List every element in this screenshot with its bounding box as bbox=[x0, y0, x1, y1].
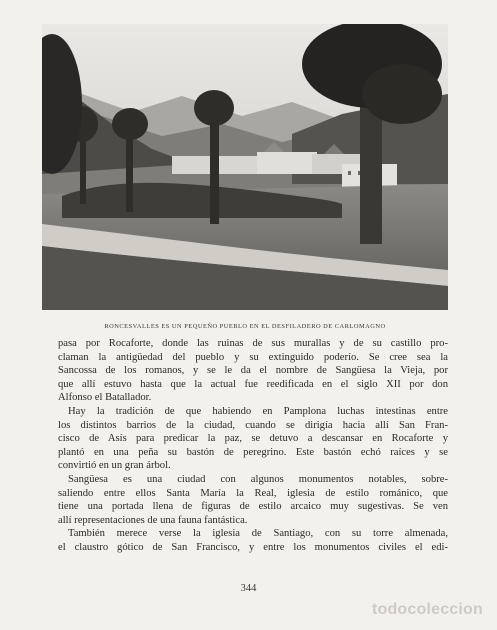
landscape-photo bbox=[42, 24, 448, 310]
body-line: cisco de Asís para predicar la paz, se detuvo a descansar en Rocaforte y bbox=[58, 433, 448, 445]
body-text bbox=[58, 337, 448, 555]
body-line: plantó en una peña su bastón de peregrino. Este bastón echó raíces y se bbox=[58, 446, 448, 458]
body-line: claman la antigüedad del pueblo y su extinguido poderío. Se cree sea la bbox=[58, 351, 448, 363]
body-line: saliendo entre ellos Santa María la Real, iglesia de estilo románico, que bbox=[58, 487, 448, 499]
watermark: todocoleccion bbox=[371, 601, 483, 618]
photo-illustration bbox=[42, 24, 448, 310]
body-line: También merece verse la iglesia de Santiago, con su torre almenada, bbox=[68, 528, 448, 540]
page-number: 344 bbox=[240, 583, 257, 594]
body-line: pasa por Rocaforte, donde las ruinas de sus murallas y de su castillo pro- bbox=[58, 338, 448, 349]
body-line: el claustro gótico de San Francisco, y entre los monumentos civiles el edi- bbox=[58, 541, 448, 553]
photo-caption: RONCESVALLES ES UN PEQUEÑO PUEBLO EN EL DESFILADERO DE CARLOMAGNO bbox=[104, 323, 386, 330]
body-line: que allí estuvo hasta que la actual fue reedificada en el siglo XII por don bbox=[58, 378, 448, 390]
body-line: Sangüesa es una ciudad con algunos monumentos notables, sobre- bbox=[68, 473, 448, 485]
body-line: Hay la tradición de que habiendo en Pamplona luchas intestinas entre bbox=[68, 405, 448, 417]
body-line: Alfonso el Batallador. bbox=[58, 392, 152, 404]
body-line: Sancossa de los romanos, y se le da el nombre de Sangüesa la Vieja, por bbox=[58, 365, 448, 377]
body-line: tiene una portada llena de figuras de estilo arcaico muy sugestivas. Se ven bbox=[58, 501, 448, 513]
body-line: convirtió en un gran árbol. bbox=[58, 460, 171, 472]
body-line: los distintos barrios de la ciudad, cuando se dirigía hacia allí San Fran- bbox=[58, 419, 448, 431]
body-line: allí representaciones de una fauna fantástica. bbox=[58, 514, 248, 526]
